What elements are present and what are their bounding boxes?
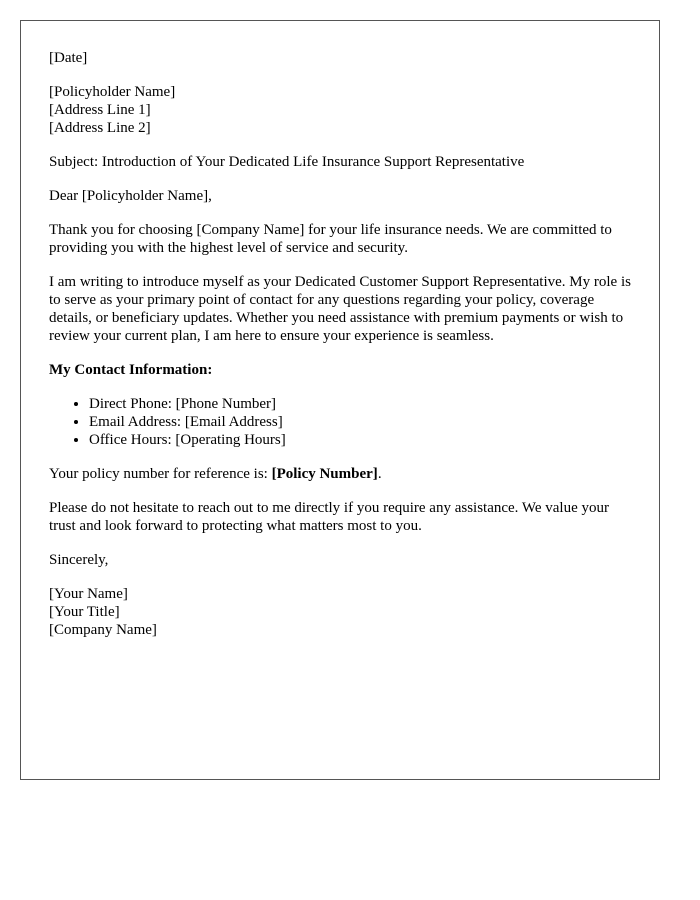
- contact-item-email: • Email Address: [Email Address]: [89, 413, 632, 431]
- policy-number-suffix: .: [377, 466, 382, 482]
- contact-information-list: [49, 395, 632, 449]
- letter-paragraph-role: I am writing to introduce myself as your Dedicated Customer Support Representative. My role is to serve as your primary point of contact for any questions regarding your policy, coverage details, or beneficiary updates. Whether you need assistance with premium payments or wish to review your current plan, I am here to ensure your experience is seamless.: [49, 274, 631, 344]
- contact-item-hours: • Office Hours: [Operating Hours]: [89, 431, 632, 449]
- signature-name: [Your Name]: [49, 586, 128, 602]
- letter-salutation: Dear [Policyholder Name],: [49, 188, 212, 204]
- recipient-address-block: [49, 83, 632, 137]
- letter-date: [Date]: [49, 50, 88, 66]
- contact-item-phone: • Direct Phone: [Phone Number]: [89, 395, 632, 413]
- policy-number-prefix: Your policy number for reference is:: [49, 466, 272, 482]
- recipient-address-line-2: [Address Line 2]: [49, 120, 151, 136]
- letter-closing: Sincerely,: [49, 552, 109, 568]
- letter-page: [20, 20, 660, 780]
- recipient-address-line-1: [Address Line 1]: [49, 102, 151, 118]
- contact-information-heading: My Contact Information:: [49, 362, 213, 378]
- signature-title: [Your Title]: [49, 604, 120, 620]
- policy-number-value: [Policy Number]: [271, 466, 378, 482]
- letter-paragraph-closing: Please do not hesitate to reach out to me directly if you require any assistance. We value your trust and look forward to protecting what matters most to you.: [49, 500, 610, 534]
- letter-paragraph-intro: Thank you for choosing [Company Name] for your life insurance needs. We are committed to providing you with the highest level of service and security.: [49, 222, 612, 256]
- signature-block: [49, 585, 632, 639]
- signature-company: [Company Name]: [49, 622, 157, 638]
- policy-number-line: [49, 465, 632, 483]
- letter-subject: Subject: Introduction of Your Dedicated Life Insurance Support Representative: [49, 154, 525, 170]
- recipient-name: [Policyholder Name]: [49, 84, 176, 100]
